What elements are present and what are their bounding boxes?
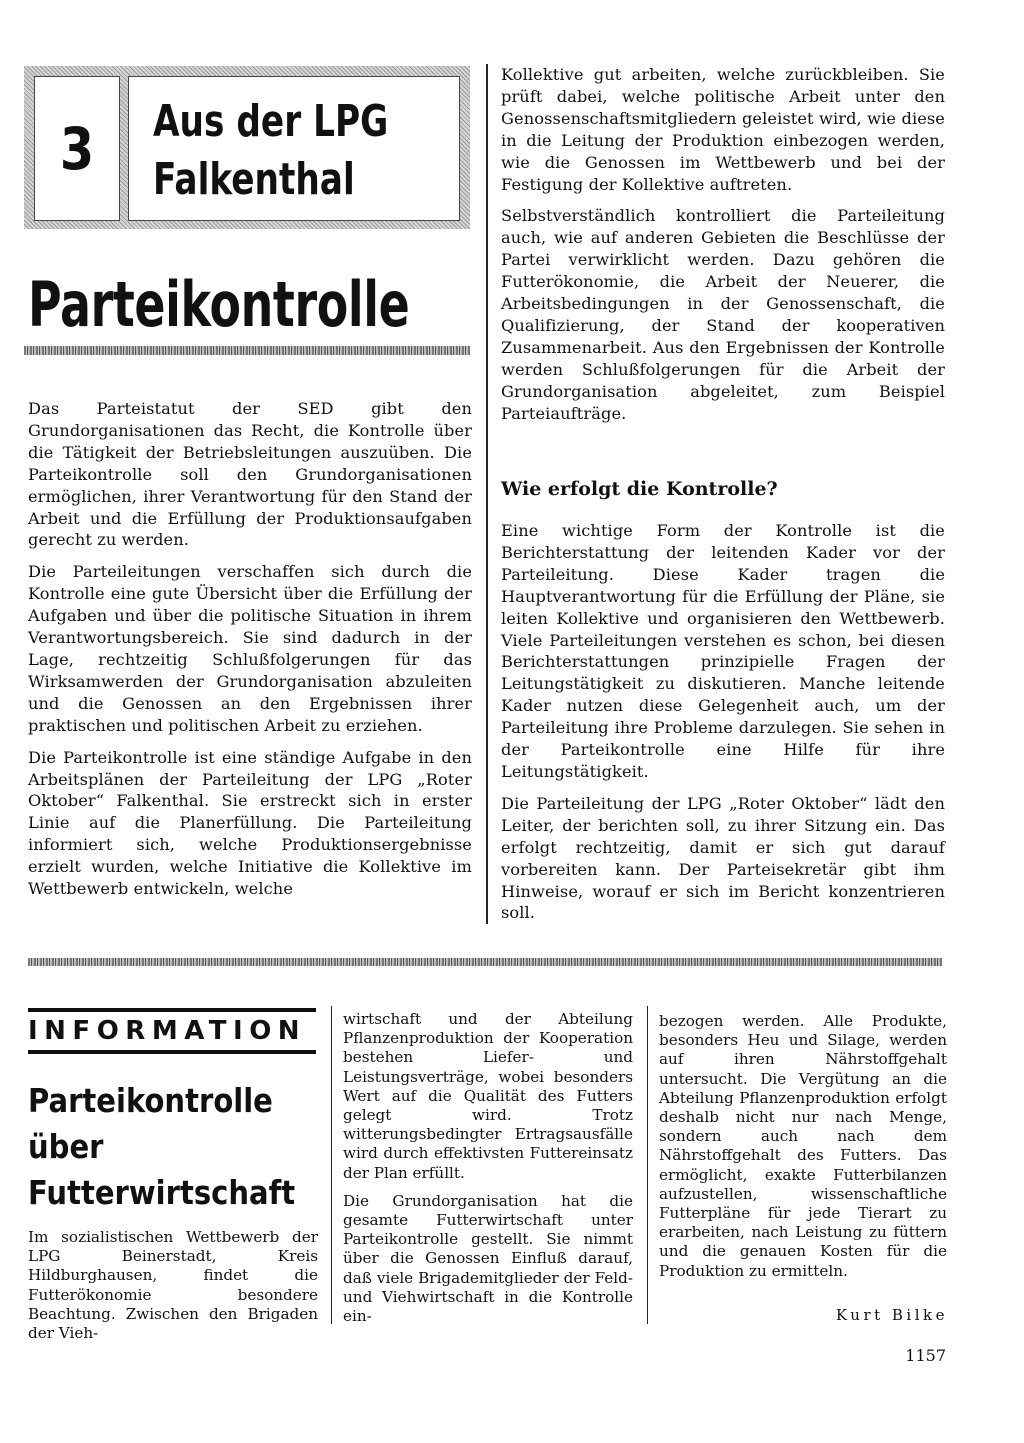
section-title-line-2: Falkenthal [153,154,355,205]
info-divider-2 [647,1006,648,1324]
info-title-line-1: Parteikontrolle [28,1081,273,1120]
right-paragraph-4: Die Parteileitung der LPG „Roter Oktober“ lädt den Leiter, der berichten soll, zu ihrer Sitzung ein. Das erfolgt rechtzeitig, damit er sich gut darauf vorbereiten kann. Der Parteisekretär gibt ihm Hinweise, worauf er sich im Bericht konzentrieren soll. [501,793,945,923]
section-title [153,93,388,209]
section-number: 3 [59,115,95,183]
info-title [28,1078,295,1216]
right-column-bottom [501,520,945,934]
info-title-line-3: Futterwirtschaft [28,1173,296,1212]
info-column-3 [659,1012,947,1290]
section-header [24,66,470,229]
section-title-box [128,76,460,221]
section-number-box [34,76,120,221]
page-title: Parteikontrolle [28,268,410,341]
section-separator [28,958,942,966]
info-col2-paragraph-1: wirtschaft und der Abteilung Pflanzenproduktion der Kooperation bestehen Liefer- und Leistungsverträge, wobei besonders Wert auf die Qualität des Futters gelegt wird. Trotz witterungsbedingter Ertragsausfälle wird durch effektivsten Futtereinsatz der Plan erfüllt. [343,1010,633,1182]
section-title-line-1: Aus der LPG [153,96,389,147]
info-divider-1 [331,1006,332,1324]
info-bar-top [28,1008,316,1012]
left-paragraph-3: Die Parteikontrolle ist eine ständige Aufgabe in den Arbeitsplänen der Parteileitung der LPG „Roter Oktober“ Falkenthal. Sie erstreckt sich in erster Linie auf die Planerfüllung. Die Parteileitung informiert sich, welche Produktionsergebnisse erzielt wurden, welche Initiative die Kollektive im Wettbewerb entwickeln, welche [28,747,472,899]
info-column-2 [343,1010,633,1335]
author-signature: Kurt Bilke [835,1306,948,1324]
column-divider [486,64,488,924]
info-col3-paragraph-1: bezogen werden. Alle Produkte, besonders Heu und Silage, werden auf ihren Nährstoffgehalt untersucht. Die Vergütung an die Abteilung Pflanzenproduktion erfolgt deshalb nicht nur nach Menge, sondern auch nach dem Nährstoffgehalt des Futters. Das ermöglicht, exakte Futterbilanzen aufzustellen, wissenschaftliche Futterpläne für jede Tierart zu erarbeiten, nach Leistung zu füttern und die genauen Kosten für die Produktion zu ermitteln. [659,1012,947,1280]
right-paragraph-2: Selbstverständlich kontrolliert die Parteileitung auch, wie auf anderen Gebieten die Beschlüsse der Partei verwirklicht werden. Dazu gehören die Futterökonomie, die Arbeit der Neuerer, die Arbeitsbedingungen in der Genossenschaft, die Qualifizierung, der Stand der kooperativen Zusammenarbeit. Aus den Ergebnissen der Kontrolle werden Schlußfolgerungen für die Arbeit der Grundorganisation abgeleitet, zum Beispiel Parteiaufträge. [501,206,945,423]
info-title-line-2: über [28,1127,104,1166]
page-number: 1157 [905,1346,946,1365]
info-label: INFORMATION [28,1016,307,1046]
right-paragraph-3: Eine wichtige Form der Kontrolle ist die Berichterstattung der leitenden Kader vor der Parteileitung. Diese Kader tragen die Hauptverantwortung für die Erfüllung der Pläne, sie leiten Kollektive und organisieren den Wettbewerb. Viele Parteileitungen verstehen es schon, bei diesen Berichterstattungen prinzipielle Fragen der Leitungstätigkeit zu diskutieren. Manche leitende Kader nutzen diese Gelegenheit auch, um der Parteileitung ihre Probleme darzulegen. Sie sehen in der Parteikontrolle eine Hilfe für ihre Leitungstätigkeit. [501,521,945,781]
info-bar-bottom [28,1050,316,1054]
left-paragraph-2: Die Parteileitungen verschaffen sich durch die Kontrolle eine gute Übersicht über die Erfüllung der Aufgaben und über die politische Situation in ihrem Verantwortungsbereich. Sie sind dadurch in der Lage, rechtzeitig Schlußfolgerungen für das Wirksamwerden der Grundorganisation abzuleiten und die Genossen an den Ergebnissen ihrer praktischen und politischen Arbeit zu erziehen. [28,562,472,735]
subheading: Wie erfolgt die Kontrolle? [501,478,778,500]
info-col1-paragraph-1: Im sozialistischen Wettbewerb der LPG Beinerstadt, Kreis Hildburghausen, findet die Futterökonomie besondere Beachtung. Zwischen den Brigaden der Vieh- [28,1228,318,1343]
left-paragraph-1: Das Parteistatut der SED gibt den Grundorganisationen das Recht, die Kontrolle über die Tätigkeit der Betriebsleitungen auszuüben. Die Parteikontrolle soll den Grundorganisationen ermöglichen, ihrer Verantwortung für den Stand der Arbeit und die Erfüllung der Produktionsaufgaben gerecht zu werden. [28,399,472,550]
right-paragraph-1: Kollektive gut arbeiten, welche zurückbleiben. Sie prüft dabei, welche politische Arbeit unter den Genossenschaftsmitgliedern geleistet wird, wie diese in die Leitung der Produktion einbezogen werden, wie die Genossen im Wettbewerb und bei der Festigung der Kollektive auftreten. [501,65,945,194]
info-col2-paragraph-2: Die Grundorganisation hat die gesamte Futterwirtschaft unter Parteikontrolle gestellt. Sie nimmt über die Genossen Einfluß darauf, daß viele Brigademitglieder der Feld- und Viehwirtschaft in die Kontrolle ein- [343,1191,633,1326]
right-column-top [501,64,945,435]
title-underline [24,346,470,355]
left-column [28,398,472,910]
info-column-1 [28,1228,318,1352]
